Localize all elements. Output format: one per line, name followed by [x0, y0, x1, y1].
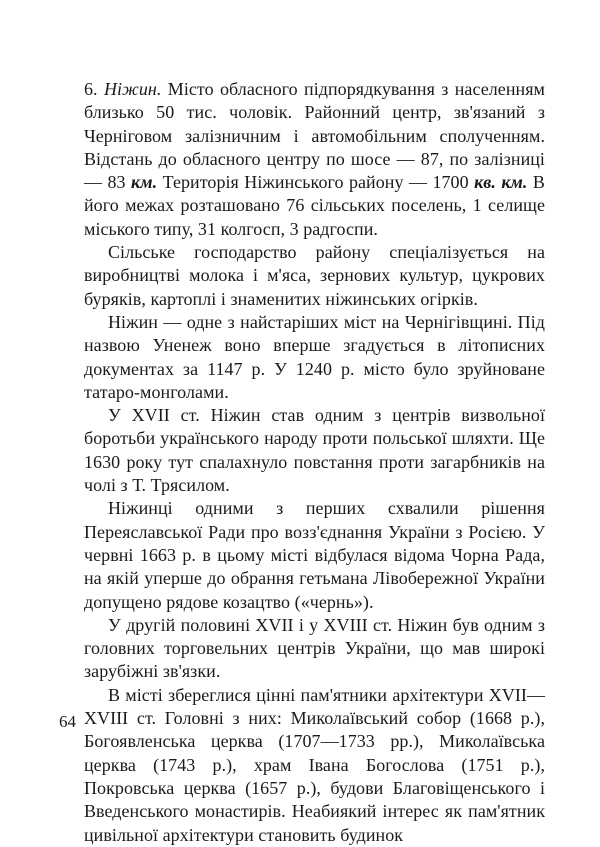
paragraph-agriculture: Сільське господарство району спеціалізується на виробництві молока і м'яса, зернових культур, цукрових буряків, картоплі і знаменитих ніжинських огірків. [84, 242, 545, 309]
intro-text-b: Територія Ніжинського району — 1700 [162, 172, 469, 193]
unit-km: км. [131, 172, 158, 193]
paragraph-nizhyn-intro [84, 78, 545, 241]
page-body [84, 78, 545, 847]
paragraph-architecture: В місті збереглися цінні пам'ятники архітектури XVII—XVIII ст. Головні з них: Миколаївський собор (1668 р.), Богоявленська церква (1707—1733 рр.), Миколаївська церква (1743 р.), храм Івана Богослова (1751 р.), Покровська церква (1657 р.), будови Благовіщенського і Введенського монастирів. Неабиякий інтерес як пам'ятник цивільної архітектури становить будинок [84, 684, 545, 845]
intro-text-a: Місто обласного підпорядкування з населенням близько 50 тис. чоловік. Районний центр, зв'язаний з Черніговом залізничним і автомобільним сполученням. Відстань до обласного центру по шосе — 87, по залізниці — 83 [84, 79, 545, 193]
unit-sq-km: кв. км. [474, 172, 528, 193]
paragraph-trade: У другій половині XVII і у XVIII ст. Ніжин був одним з головних торговельних центрів України, що мав широкі зарубіжні зв'язки. [84, 614, 545, 682]
paragraph-history: Ніжин — одне з найстаріших міст на Чернігівщині. Під назвою Уненеж воно вперше згадується в літописних документах за 1147 р. У 1240 р. місто було зруйноване татаро-монголами. [84, 311, 545, 402]
paragraph-pereyaslav: Ніжинці одними з перших схвалили рішення Переяславської Ради про возз'єднання України з Росією. У червні 1663 р. в цьому місті відбулася відома Чорна Рада, на якій уперше до обрання гетьмана Лівобережної України допущено рядове козацтво («чернь»). [84, 498, 545, 612]
section-title: Ніжин. [103, 79, 162, 99]
paragraph-liberation: У XVII ст. Ніжин став одним з центрів визвольної боротьби українського народу проти польської шляхти. Ще 1630 року тут спалахнуло повстання проти загарбників на чолі з Т. Трясилом. [84, 405, 545, 496]
section-number: 6. [84, 79, 98, 99]
intro-text-c: В його межах розташовано 76 сільських поселень, 1 селище міського типу, 31 колгосп, 3 радгоспи. [84, 172, 545, 239]
page-number: 64 [59, 712, 76, 731]
